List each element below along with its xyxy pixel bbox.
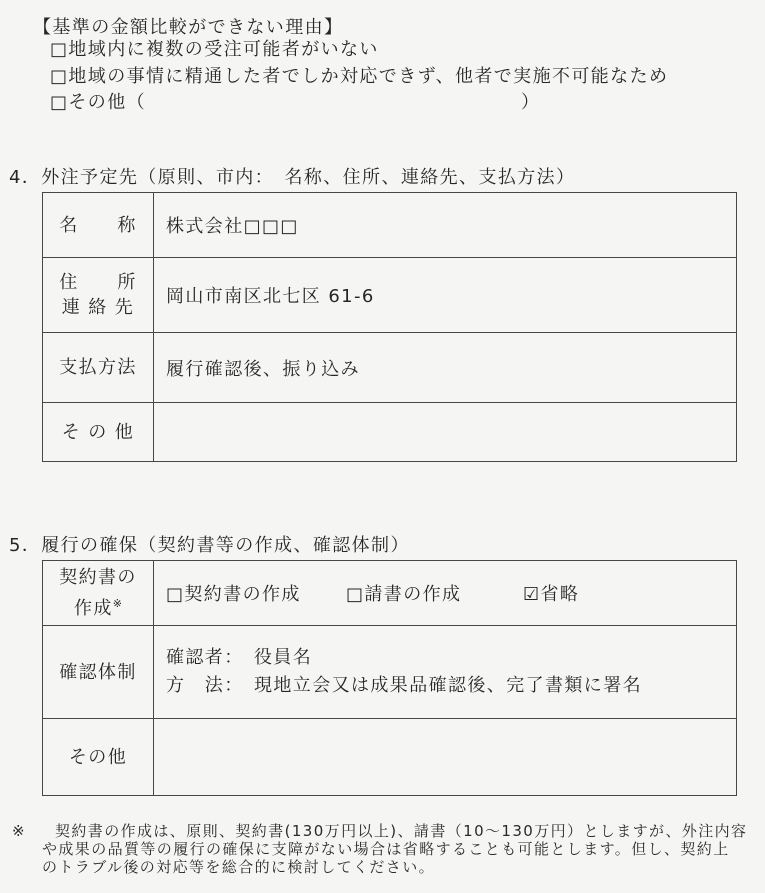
note-reference-mark: ※ <box>112 596 123 610</box>
row-label-address <box>43 258 154 333</box>
footnote-line-1: 契約書の作成は、原則、契約書(130万円以上)、請書（10～130万円）としますが、外注内容 <box>55 822 748 840</box>
footnote-line-3: のトラブル後の対応等を総合的に検討してください。 <box>42 858 436 876</box>
reason-option-local-expertise: □地域の事情に精通した者でしか対応できず、他者で実施不可能なため <box>50 66 669 87</box>
table-row <box>43 403 737 462</box>
table-row <box>43 333 737 403</box>
method-line: 方 法： 現地立会又は成果品確認後、完了書類に署名 <box>166 675 642 696</box>
label-text: そ の 他 <box>61 421 135 443</box>
other-value-empty <box>154 403 737 462</box>
table-row <box>43 561 737 626</box>
confirmation-details <box>154 626 737 719</box>
footnote-mark: ※ <box>12 822 26 840</box>
label-text: 名 称 <box>59 214 137 236</box>
row-label-other <box>43 719 154 796</box>
table-row <box>43 258 737 333</box>
contractor-address-value: 岡山市南区北七区 61-6 <box>154 258 737 333</box>
option-contract-document: □契約書の作成 <box>166 584 301 605</box>
row-label-confirmation <box>43 626 154 719</box>
label-text-with-note <box>43 591 153 622</box>
option-acceptance-letter: □請書の作成 <box>346 584 462 605</box>
reason-option-no-bidders: □地域内に複数の受注可能者がいない <box>50 39 379 60</box>
reason-option-other-close-paren: ） <box>521 92 541 113</box>
label-text: 連 絡 先 <box>61 297 135 318</box>
label-text: 契約書の <box>59 566 137 588</box>
label-text: 作成 <box>73 597 113 619</box>
table-row <box>43 719 737 796</box>
label-text: 住 所 <box>59 272 137 293</box>
other-value-empty <box>154 719 737 796</box>
reason-option-other: □その他（ <box>50 92 147 113</box>
label-text: 支払方法 <box>59 357 137 378</box>
label-text: 確認体制 <box>59 661 137 683</box>
row-label-name <box>43 193 154 258</box>
footnote-line-2: や成果の品質等の履行の確保に支障がない場合は省略することも可能とします。但し、契約上 <box>42 840 730 858</box>
table-row <box>43 193 737 258</box>
performance-table <box>42 560 737 796</box>
contract-options <box>154 561 737 626</box>
option-omitted-checked: ☑省略 <box>523 584 580 605</box>
contractor-name-value: 株式会社□□□ <box>154 193 737 258</box>
section5-heading: 5．履行の確保（契約書等の作成、確認体制） <box>9 535 410 556</box>
row-label-other <box>43 403 154 462</box>
confirmer-line: 確認者： 役員名 <box>166 647 313 668</box>
table-row <box>43 626 737 719</box>
payment-method-value: 履行確認後、振り込み <box>154 333 737 403</box>
row-label-contract-creation <box>43 561 154 626</box>
contractor-table <box>42 192 737 462</box>
label-text: その他 <box>68 746 128 768</box>
row-label-payment <box>43 333 154 403</box>
reason-heading: 【基準の金額比較ができない理由】 <box>33 17 344 38</box>
section4-heading: 4．外注予定先（原則、市内： 名称、住所、連絡先、支払方法） <box>9 167 576 188</box>
